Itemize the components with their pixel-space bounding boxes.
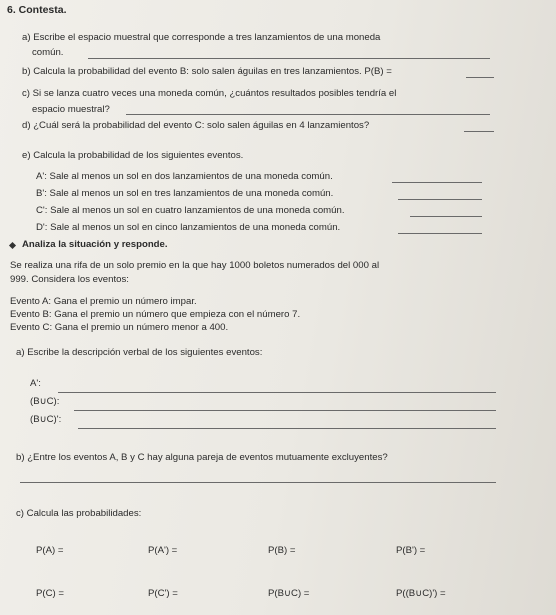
- question-2c: c) Calcula las probabilidades:: [16, 508, 142, 519]
- event-b-prime: B': Sale al menos un sol en tres lanzamientos de una moneda común.: [36, 188, 334, 199]
- answer-line-d: [464, 131, 494, 132]
- label-b-union-c: (B∪C):: [30, 396, 60, 407]
- question-2a: a) Escribe la descripción verbal de los siguientes eventos:: [16, 347, 263, 358]
- question-a-line1: a) Escribe el espacio muestral que corresponde a tres lanzamientos de una moneda: [22, 32, 381, 43]
- bullet-diamond-icon: [9, 242, 16, 249]
- label-a-prime: A':: [30, 378, 41, 389]
- event-d-prime: D': Sale al menos un sol en cinco lanzamientos de una moneda común.: [36, 222, 341, 233]
- raffle-intro-line2: 999. Considera los eventos:: [10, 274, 129, 285]
- answer-line-e2: [398, 199, 482, 200]
- question-c-line1: c) Si se lanza cuatro veces una moneda común, ¿cuántos resultados posibles tendría el: [22, 88, 397, 99]
- event-c-prime: C': Sale al menos un sol en cuatro lanzamientos de una moneda común.: [36, 205, 345, 216]
- question-a-line2: común.: [32, 47, 64, 58]
- question-2b: b) ¿Entre los eventos A, B y C hay alguna pareja de eventos mutuamente excluyentes?: [16, 452, 388, 463]
- answer-line-e3: [410, 216, 482, 217]
- section-title: 6. Contesta.: [7, 4, 67, 16]
- question-c-line2: espacio muestral?: [32, 104, 110, 115]
- question-b: b) Calcula la probabilidad del evento B: solo salen águilas en tres lanzamientos. P(B) =: [22, 66, 392, 77]
- prob-p-a: P(A) =: [36, 545, 64, 556]
- event-c: Evento C: Gana el premio un número menor a 400.: [10, 322, 229, 333]
- question-e: e) Calcula la probabilidad de los siguientes eventos.: [22, 150, 244, 161]
- answer-line-c: [126, 114, 490, 115]
- event-a-prime: A': Sale al menos un sol en dos lanzamientos de una moneda común.: [36, 171, 333, 182]
- prob-p-a-prime: P(A') =: [148, 545, 178, 556]
- raffle-intro-line1: Se realiza una rifa de un solo premio en la que hay 1000 boletos numerados del 000 al: [10, 260, 380, 271]
- event-a: Evento A: Gana el premio un número impar.: [10, 296, 197, 307]
- answer-line-e4: [398, 233, 482, 234]
- answer-line-a: [88, 58, 490, 59]
- prob-p-b-union-c-complement: P((B∪C)') =: [396, 588, 446, 599]
- answer-line-2a-2: [74, 410, 496, 411]
- prob-p-b: P(B) =: [268, 545, 296, 556]
- question-d: d) ¿Cuál será la probabilidad del evento C: solo salen águilas en 4 lanzamientos?: [22, 120, 370, 131]
- prob-p-b-prime: P(B') =: [396, 545, 426, 556]
- answer-line-2a-3: [78, 428, 496, 429]
- prob-p-c-prime: P(C') =: [148, 588, 178, 599]
- answer-line-2b: [20, 482, 496, 483]
- answer-line-b: [466, 77, 494, 78]
- analysis-heading: Analiza la situación y responde.: [22, 239, 168, 250]
- answer-line-2a-1: [58, 392, 496, 393]
- answer-line-e1: [392, 182, 482, 183]
- event-b: Evento B: Gana el premio un número que empieza con el número 7.: [10, 309, 301, 320]
- label-b-union-c-prime: (B∪C)':: [30, 414, 62, 425]
- prob-p-b-union-c: P(B∪C) =: [268, 588, 310, 599]
- prob-p-c: P(C) =: [36, 588, 64, 599]
